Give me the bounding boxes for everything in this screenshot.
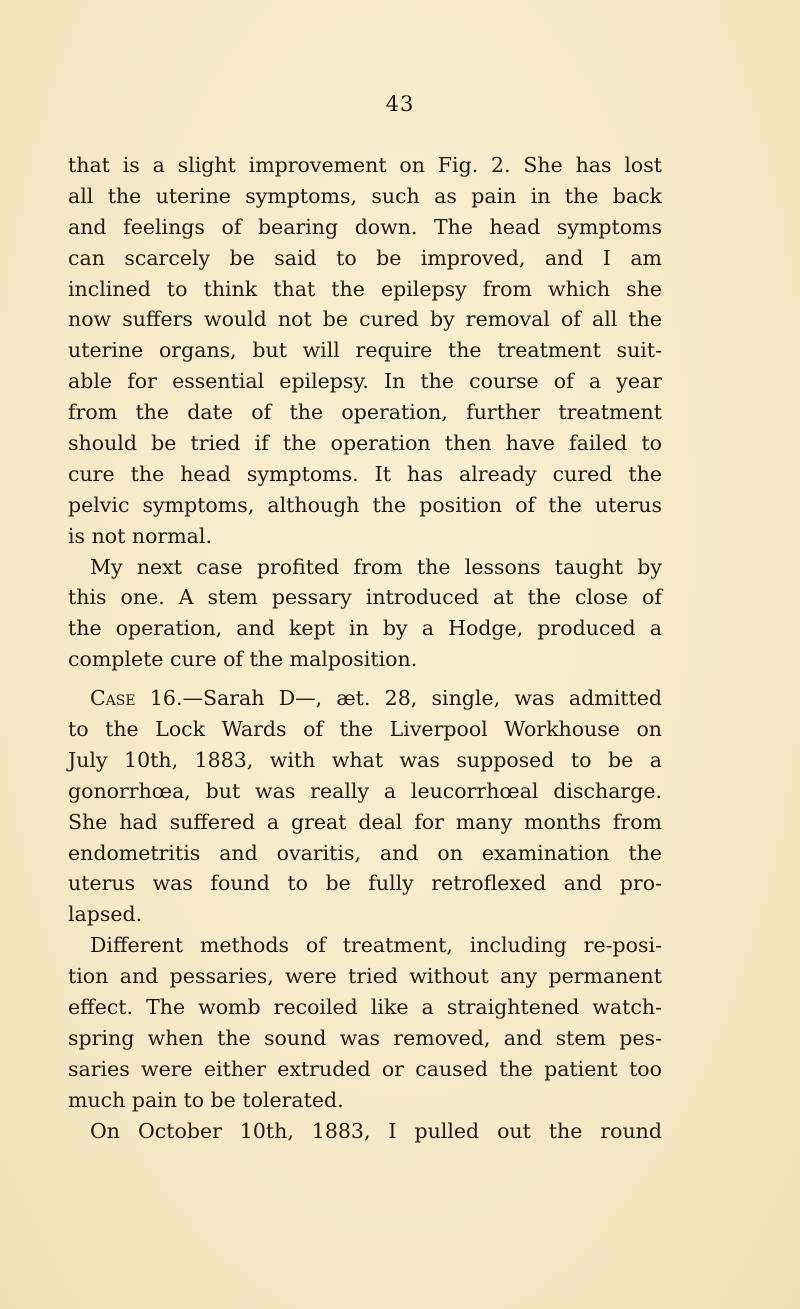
text-line: from the date of the operation, further treatment (68, 400, 662, 425)
text-line: effect. The womb recoiled like a straightened watch- (68, 995, 662, 1020)
text-line: the operation, and kept in by a Hodge, produced a (68, 616, 662, 641)
text-line: uterus was found to be fully retroflexed and pro- (68, 871, 662, 896)
text-line: saries were either extruded or caused the patient too (68, 1056, 662, 1081)
text-line: to the Lock Wards of the Liverpool Workhouse on (68, 717, 662, 742)
text-line: endometritis and ovaritis, and on examination the (68, 840, 662, 865)
text-line: is not normal. (68, 523, 212, 548)
paragraph (68, 150, 662, 552)
text-line: spring when the sound was removed, and stem pes- (68, 1025, 662, 1050)
page-number: 43 (385, 92, 415, 116)
text-line: She had suffered a great deal for many months from (68, 809, 662, 834)
text-line: now suffers would not be cured by removal of all the (68, 307, 662, 332)
text-line: pelvic symptoms, although the position of the uterus (68, 492, 662, 517)
case-intro: 16.—Sarah D—, æt. 28, single, was admitted (135, 686, 662, 711)
paragraph (68, 930, 662, 1115)
text-line: uterine organs, but will require the treatment suit- (68, 338, 662, 363)
text-line: much pain to be tolerated. (68, 1087, 344, 1112)
text-line: that is a slight improvement on Fig. 2. She has lost (68, 153, 662, 177)
text-line: tion and pessaries, were tried without any permanent (68, 964, 662, 989)
text-line: and feelings of bearing down. The head symptoms (68, 214, 662, 239)
text-line: My next case profited from the lessons taught by (90, 554, 662, 579)
text-line: Different methods of treatment, including re-posi- (90, 933, 662, 958)
text-line: should be tried if the operation then have failed to (68, 431, 662, 456)
text-line: lapsed. (68, 902, 143, 927)
text-line: gonorrhœa, but was really a leucorrhœal discharge. (68, 778, 662, 803)
text-line: able for essential epilepsy. In the course of a year (68, 369, 662, 394)
text-line: On October 10th, 1883, I pulled out the round (90, 1118, 662, 1143)
text-line: complete cure of the malposition. (68, 647, 418, 672)
paragraph-gap (68, 675, 662, 683)
text-line: inclined to think that the epilepsy from which she (68, 276, 662, 301)
case-paragraph (68, 683, 662, 930)
text-line: can scarcely be said to be improved, and I am (68, 245, 662, 270)
paragraph (68, 1116, 662, 1147)
paragraph (68, 552, 662, 676)
text-line: July 10th, 1883, with what was supposed to be a (68, 747, 662, 772)
text-line: all the uterine symptoms, such as pain in the back (68, 183, 662, 208)
text-line: this one. A stem pessary introduced at the close of (68, 585, 662, 610)
body-text (68, 150, 662, 1147)
case-label: Case (90, 686, 136, 711)
text-line: cure the head symptoms. It has already cured the (68, 461, 662, 486)
text-line (68, 683, 662, 714)
